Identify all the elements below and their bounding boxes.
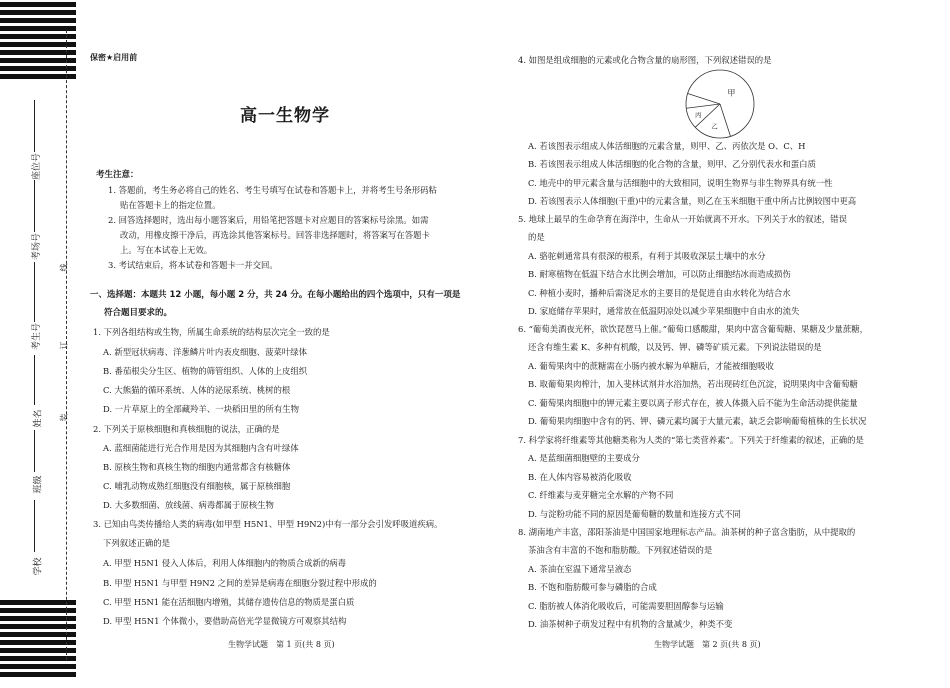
- left-page: [90, 0, 480, 688]
- notice-line: 改动，用橡皮擦干净后，再选涂其他答案标号。回答非选择题时，将答案写在答题卡: [120, 230, 430, 240]
- question-line: C. 脂肪被人体消化吸收后，可能需要胆固醇参与运输: [528, 601, 724, 611]
- binding-stripe: [0, 58, 76, 63]
- question-line: B. 不饱和脂肪酸可参与磷脂的合成: [528, 582, 657, 592]
- question-line: B. 原核生物和真核生物的细胞内通常都含有核糖体: [103, 462, 291, 472]
- binding-stripe: [0, 50, 76, 55]
- candidate-number-line: [34, 262, 35, 322]
- notice-title: 考生注意：: [96, 170, 139, 180]
- binding-strip: [0, 0, 78, 688]
- notice-line: 2. 回答选择题时，选出每小题答案后，用铅笔把答题卡对应题目的答案标号涂黑。如需: [108, 215, 429, 225]
- question-line: 下列叙述正确的是: [103, 538, 170, 548]
- notice-line: 上。写在本试卷上无效。: [120, 245, 213, 255]
- binding-stripe: [0, 632, 76, 637]
- name-label: 姓名: [33, 409, 44, 428]
- notice-line: 3. 考试结束后，将本试卷和答题卡一并交回。: [108, 260, 278, 270]
- question-line: D. 甲型 H5N1 个体微小，要借助高倍光学显微镜方可观察其结构: [103, 616, 347, 626]
- binding-mark-bind: 装: [59, 413, 69, 422]
- question-line: 4. 如图是组成细胞的元素或化合物含量的扇形图，下列叙述错误的是: [518, 55, 772, 65]
- question-line: D. 若该图表示人体细胞(干重)中的元素含量，则乙在玉米细胞干重中所占比例较图中更高: [528, 196, 857, 206]
- secret-label: 保密★启用前: [90, 53, 138, 62]
- section-heading-cont: 符合题目要求的。: [104, 308, 173, 318]
- binding-stripe: [0, 648, 76, 653]
- question-line: A. 若该图表示组成人体活细胞的元素含量，则甲、乙、丙依次是 O、C、H: [528, 141, 806, 151]
- notice-line: 贴在答题卡上的指定位置。: [120, 200, 221, 210]
- pie-label: 乙: [711, 122, 718, 131]
- question-line: C. 种植小麦时，播种后需浇足水的主要目的是促进自由水转化为结合水: [528, 288, 791, 298]
- question-line: B. 若该图表示组成人体活细胞的化合物的含量，则甲、乙分别代表水和蛋白质: [528, 159, 816, 169]
- binding-stripe: [0, 600, 76, 605]
- question-line: B. 在人体内容易被消化吸收: [528, 472, 632, 482]
- binding-stripe: [0, 656, 76, 661]
- question-line: C. 甲型 H5N1 能在活细胞内增殖，其储存遗传信息的物质是蛋白质: [103, 597, 355, 607]
- page-title: 高一生物学: [240, 106, 330, 126]
- question-line: A. 葡萄果肉中的蔗糖需在小肠内被水解为单糖后，才能被细胞吸收: [528, 361, 774, 371]
- binding-stripe: [0, 74, 76, 79]
- question-line: B. 耐寒植物在低温下结合水比例会增加，可以防止细胞结冰而造成损伤: [528, 269, 791, 279]
- pie-label: 甲: [727, 88, 736, 98]
- question-line: 7. 科学家将纤维素等其他糖类称为人类的“第七类营养素”。下列关于纤维素的叙述，正确的是: [518, 435, 864, 445]
- pie-label: 丙: [695, 111, 702, 120]
- question-line: C. 哺乳动物成熟红细胞没有细胞核，属于原核细胞: [103, 481, 291, 491]
- class-line: [34, 430, 35, 472]
- pie-slice-edge: [688, 93, 720, 104]
- binding-stripe: [0, 2, 76, 7]
- question-line: 的是: [528, 232, 545, 242]
- question-line: C. 葡萄果肉细胞中的钾元素主要以离子形式存在，被人体摄入后不能为生命活动提供能量: [528, 398, 858, 408]
- binding-stripe: [0, 672, 76, 677]
- page-footer-2: 生物学试题 第 2 页(共 8 页): [654, 640, 761, 649]
- question-line: A. 茶油在室温下通常呈液态: [528, 564, 632, 574]
- pie-chart-figure: [684, 68, 756, 140]
- page-footer-1: 生物学试题 第 1 页(共 8 页): [228, 640, 335, 649]
- question-line: D. 葡萄果肉细胞中含有的钙、钾、磷元素均属于大量元素，缺乏会影响葡萄植株的生长状况: [528, 416, 867, 426]
- school-line: [34, 500, 35, 552]
- question-line: 8. 湖南地产丰富，邵阳茶油是中国国家地理标志产品。油茶树的种子富含脂肪，从中提取的: [518, 527, 856, 537]
- binding-stripe: [0, 18, 76, 23]
- question-line: A. 甲型 H5N1 侵入人体后，利用人体细胞内的物质合成新的病毒: [103, 558, 346, 568]
- binding-stripe: [0, 608, 76, 613]
- exam-room-label: 考场号: [32, 232, 43, 261]
- question-line: B. 番茄根尖分生区、植物的筛管组织、人体的上皮组织: [103, 366, 308, 376]
- pie-slice-edge: [720, 104, 731, 136]
- binding-mark-line: 线: [59, 263, 69, 272]
- binding-stripe: [0, 624, 76, 629]
- binding-stripe: [0, 664, 76, 669]
- candidate-number-label: 考生号: [32, 322, 43, 351]
- question-line: 茶油含有丰富的不饱和脂肪酸。下列叙述错误的是: [528, 545, 713, 555]
- seat-number-line: [34, 100, 35, 152]
- question-line: A. 蓝细菌能进行光合作用是因为其细胞内含有叶绿体: [103, 443, 299, 453]
- question-line: 1. 下列各组结构或生物，所属生命系统的结构层次完全一致的是: [93, 327, 330, 337]
- binding-mark-staple: 订: [59, 341, 69, 350]
- question-line: 还含有维生素 K、多种有机酸，以及钙、钾、磷等矿质元素。下列说法错误的是: [528, 342, 822, 352]
- question-line: D. 大多数细菌、放线菌、病毒都属于原核生物: [103, 500, 274, 510]
- question-line: D. 与淀粉功能不同的原因是葡萄糖的数量和连接方式不同: [528, 509, 741, 519]
- question-line: B. 甲型 H5N1 与甲型 H9N2 之间的差异是病毒在细胞分裂过程中形成的: [103, 578, 377, 588]
- exam-room-line: [34, 180, 35, 232]
- question-line: 6. “葡萄美酒夜光杯，欲饮琵琶马上催。”葡萄口感酸甜，果肉中富含葡萄糖、果糖及少量蔗糖，: [518, 324, 869, 334]
- name-line: [34, 355, 35, 405]
- school-label: 学校: [33, 557, 44, 576]
- binding-stripe: [0, 42, 76, 47]
- binding-stripe: [0, 616, 76, 621]
- question-line: C. 地壳中的甲元素含量与活细胞中的大致相同，说明生物界与非生物界具有统一性: [528, 178, 833, 188]
- question-line: A. 骆驼刺通常具有很深的根系，有利于其吸收深层土壤中的水分: [528, 251, 766, 261]
- question-line: 5. 地球上最早的生命孕育在海洋中，生命从一开始就离不开水。下列关于水的叙述，错误: [518, 214, 847, 224]
- notice-line: 1. 答题前，考生务必将自己的姓名、考生号填写在试卷和答题卡上，并将考生号条形码粘: [108, 185, 437, 195]
- right-page: [512, 0, 912, 688]
- binding-stripe: [0, 34, 76, 39]
- binding-stripe: [0, 10, 76, 15]
- binding-stripe: [0, 26, 76, 31]
- question-line: D. 家庭储存苹果时，通常放在低温阴凉处以减少苹果细胞中自由水的流失: [528, 306, 800, 316]
- binding-stripe: [0, 66, 76, 71]
- question-line: C. 大熊猫的循环系统、人体的泌尿系统、桃树的根: [103, 385, 291, 395]
- question-line: D. 油茶树种子萌发过程中有机物的含量减少，种类不变: [528, 619, 733, 629]
- binding-stripe: [0, 640, 76, 645]
- question-line: B. 取葡萄果肉榨汁，加入斐林试剂并水浴加热，若出现砖红色沉淀，说明果肉中含葡萄糖: [528, 379, 858, 389]
- question-line: 2. 下列关于原核细胞和真核细胞的说法，正确的是: [93, 424, 280, 434]
- question-line: C. 纤维素与麦芽糖完全水解的产物不同: [528, 490, 674, 500]
- class-label: 班级: [33, 475, 44, 494]
- pie-slice-edge: [686, 104, 720, 108]
- question-line: A. 新型冠状病毒、洋葱鳞片叶内表皮细胞、菠菜叶绿体: [103, 347, 307, 357]
- section-heading: 一、选择题：本题共 12 小题，每小题 2 分，共 24 分。在每小题给出的四个选项中，只有一项是: [90, 290, 461, 300]
- seat-number-label: 座位号: [32, 152, 43, 181]
- question-line: A. 是蓝细菌细胞壁的主要成分: [528, 453, 640, 463]
- question-line: 3. 已知由鸟类传播给人类的病毒(如甲型 H5N1、甲型 H9N2)中有一部分会引发呼吸道疾病。: [93, 519, 443, 529]
- question-line: D. 一片草原上的全部藏羚羊、一块稻田里的所有生物: [103, 404, 299, 414]
